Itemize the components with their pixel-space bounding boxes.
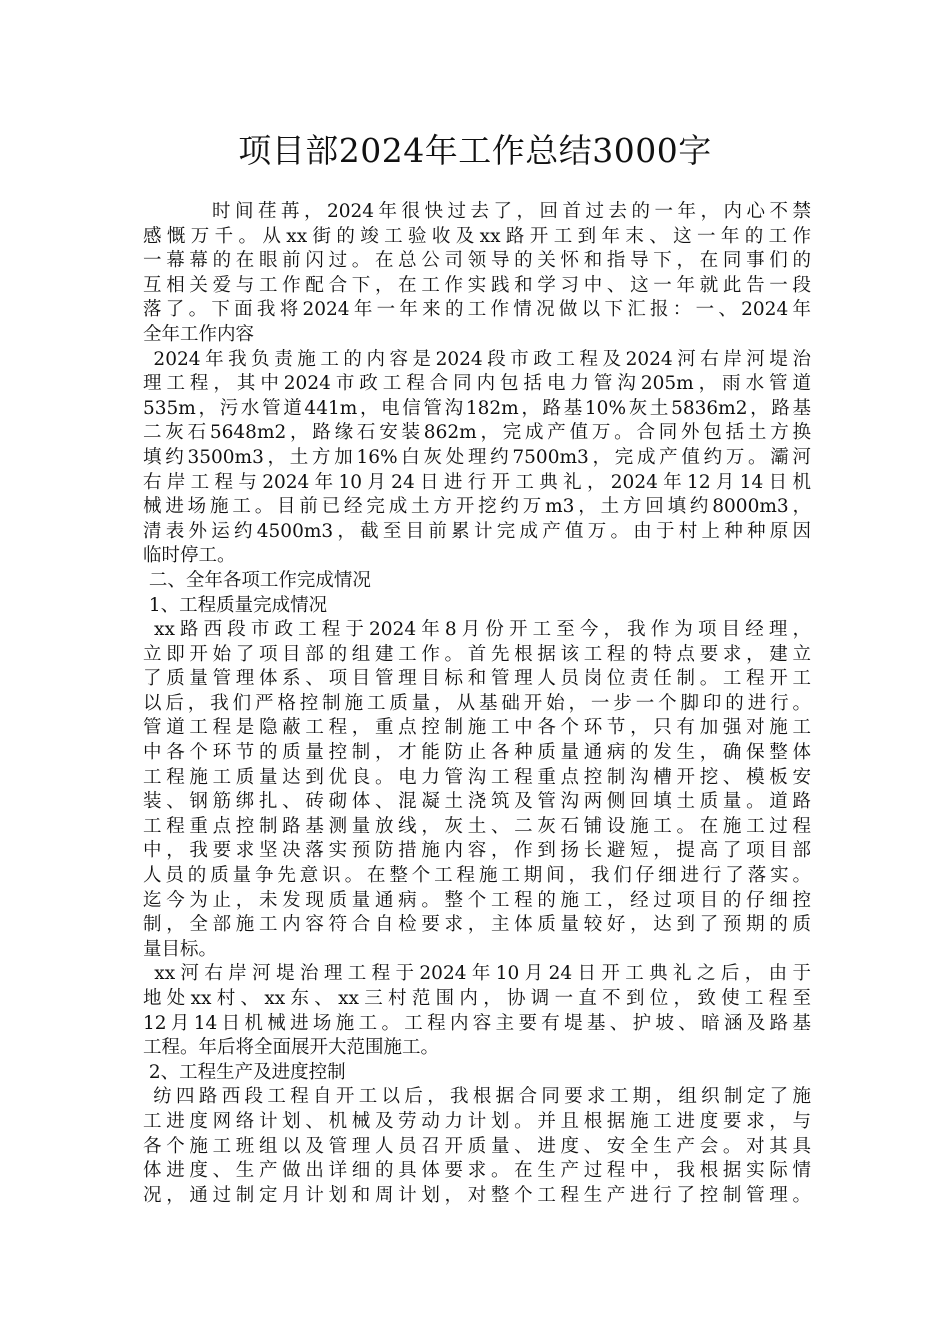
- text-line: 理工程，其中2024市政工程合同内包括电力管沟205m，雨水管道: [143, 373, 811, 395]
- text-line: 各个施工班组以及管理人员召开质量、进度、安全生产会。对其具: [143, 1135, 811, 1157]
- text-line: 中，我要求坚决落实预防措施内容，作到扬长避短，提高了项目部: [143, 840, 811, 862]
- text-line: 落了。下面我将2024年一年来的工作情况做以下汇报：一、2024年: [143, 299, 811, 321]
- text-line: 了质量管理体系、项目管理目标和管理人员岗位责任制。工程开工: [143, 668, 811, 690]
- document-body: [143, 200, 811, 1208]
- text-line: 量目标。: [143, 938, 218, 960]
- text-line: 二灰石5648m2，路缘石安装862m，完成产值万。合同外包括土方换: [143, 422, 811, 444]
- text-line: 管道工程是隐蔽工程，重点控制施工中各个环节，只有加强对施工: [143, 717, 811, 739]
- text-line: 地处xx村、xx东、xx三村范围内，协调一直不到位，致使工程至: [143, 988, 811, 1009]
- text-line: 立即开始了项目部的组建工作。首先根据该工程的特点要求，建立: [143, 643, 811, 665]
- text-line: 二、全年各项工作完成情况: [143, 569, 371, 591]
- text-line: 人员的质量争先意识。在整个工程施工期间，我们仔细进行了落实。: [143, 865, 811, 887]
- text-line: 1、工程质量完成情况: [143, 594, 328, 616]
- text-line: 制，全部施工内容符合自检要求，主体质量较好，达到了预期的质: [143, 914, 811, 936]
- text-line: 体进度、生产做出详细的具体要求。在生产过程中，我根据实际情: [143, 1160, 811, 1182]
- text-line: 12月14日机械进场施工。工程内容主要有堤基、护坡、暗涵及路基: [143, 1012, 811, 1034]
- page-title: 项目部2024年工作总结3000字: [238, 131, 712, 170]
- text-line: 感慨万千。从xx街的竣工验收及xx路开工到年末、这一年的工作: [143, 225, 811, 247]
- text-line: 以后，我们严格控制施工质量，从基础开始，一步一个脚印的进行。: [143, 692, 811, 714]
- text-line: 工程重点控制路基测量放线，灰土、二灰石铺设施工。在施工过程: [143, 815, 811, 837]
- text-line: 纺四路西段工程自开工以后，我根据合同要求工期，组织制定了施: [143, 1086, 811, 1108]
- text-line: xx路西段市政工程于2024年8月份开工至今，我作为项目经理，: [143, 619, 811, 641]
- text-line: 工程。年后将全面展开大范围施工。: [143, 1037, 440, 1059]
- text-line: 互相关爱与工作配合下，在工作实践和学习中、这一年就此告一段: [143, 274, 811, 296]
- text-line: 工程施工质量达到优良。电力管沟工程重点控制沟槽开挖、模板安: [143, 766, 811, 788]
- text-line: 2、工程生产及进度控制: [143, 1061, 346, 1083]
- text-line: 清表外运约4500m3，截至目前累计完成产值万。由于村上种种原因: [143, 520, 811, 542]
- text-line: 迄今为止，未发现质量通病。整个工程的施工，经过项目的仔细控: [143, 889, 811, 911]
- text-line: 一幕幕的在眼前闪过。在总公司领导的关怀和指导下，在同事们的: [143, 250, 811, 272]
- text-line: 工进度网络计划、机械及劳动力计划。并且根据施工进度要求，与: [143, 1110, 811, 1132]
- text-line: 全年工作内容: [143, 323, 255, 345]
- text-line: 械进场施工。目前已经完成土方开挖约万m3，土方回填约8000m3，: [143, 496, 811, 518]
- text-line: 填约3500m3，土方加16%白灰处理约7500m3，完成产值约万。灞河: [143, 446, 811, 468]
- text-line: 临时停工。: [143, 545, 236, 567]
- text-line: 535m，污水管道441m，电信管沟182m，路基10%灰土5836m2，路基: [143, 397, 811, 419]
- text-line: 况，通过制定月计划和周计划，对整个工程生产进行了控制管理。: [143, 1184, 811, 1206]
- text-line: 装、钢筋绑扎、砖砌体、混凝土浇筑及管沟两侧回填土质量。道路: [143, 791, 811, 813]
- text-line: 2024年我负责施工的内容是2024段市政工程及2024河右岸河堤治: [143, 348, 811, 370]
- text-line: xx河右岸河堤治理工程于2024年10月24日开工典礼之后，由于: [143, 963, 811, 985]
- text-line: 右岸工程与2024年10月24日进行开工典礼，2024年12月14日机: [143, 471, 811, 493]
- text-line: 中各个环节的质量控制，才能防止各种质量通病的发生，确保整体: [143, 742, 811, 764]
- text-line: 时间荏苒，2024年很快过去了，回首过去的一年，内心不禁: [143, 201, 811, 222]
